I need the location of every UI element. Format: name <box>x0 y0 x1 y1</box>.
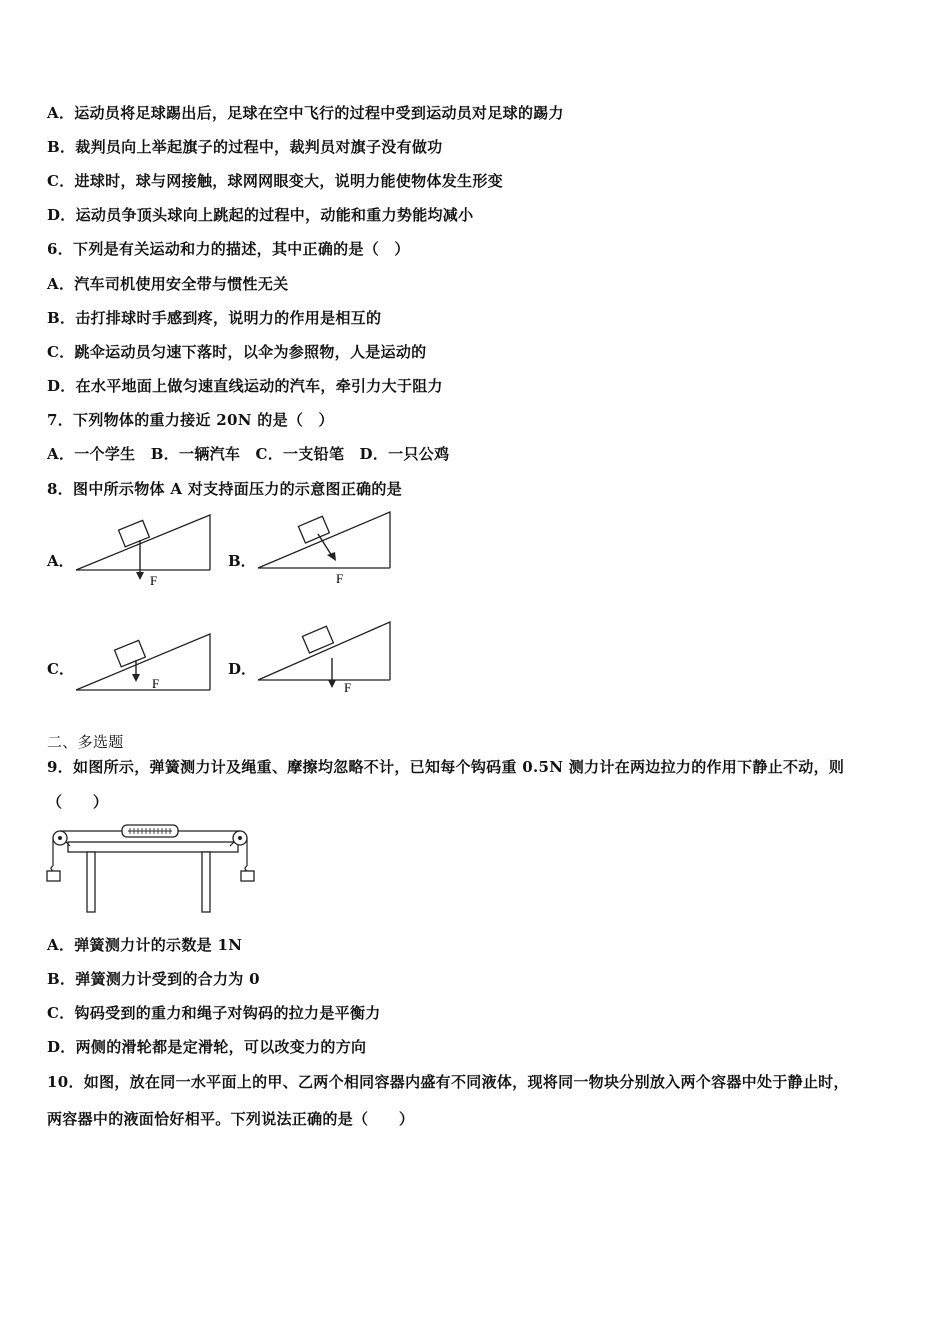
q9-option-d: D．两侧的滑轮都是定滑轮，可以改变力的方向 <box>47 1038 367 1056</box>
q7-stem: 7．下列物体的重力接近 20N 的是（ ） <box>47 411 334 429</box>
q8-stem: 8．图中所示物体 A 对支持面压力的示意图正确的是 <box>47 480 403 498</box>
spring-scale-table-figure <box>42 822 257 917</box>
q8-label-c: C． <box>47 660 74 678</box>
q7-options: A．一个学生 B．一辆汽车 C．一支铅笔 D．一只公鸡 <box>47 445 450 463</box>
force-label-a: F <box>150 573 158 588</box>
q5-option-d: D．运动员争顶头球向上跳起的过程中，动能和重力势能均减小 <box>47 206 474 224</box>
q9-option-c: C．钩码受到的重力和绳子对钩码的拉力是平衡力 <box>47 1004 381 1022</box>
force-label-b: F <box>336 571 344 586</box>
incline-figure-d <box>252 618 402 698</box>
q9-stem: 9．如图所示，弹簧测力计及绳重、摩擦均忽略不计，已知每个钩码重 0.5N 测力计在两边拉力的作用下静止不动，则 <box>47 758 845 776</box>
q9-option-b: B．弹簧测力计受到的合力为 0 <box>47 970 260 988</box>
q10-stem-line2: 两容器中的液面恰好相平。下列说法正确的是（ ） <box>47 1110 415 1128</box>
incline-figure-b <box>252 508 402 588</box>
q6-option-a: A．汽车司机使用安全带与惯性无关 <box>47 275 289 293</box>
q6-option-b: B．击打排球时手感到疼，说明力的作用是相互的 <box>47 309 382 327</box>
q8-label-b: B． <box>228 552 256 570</box>
incline-figure-a <box>70 510 220 590</box>
section-title-multiple-choice: 二、多选题 <box>47 733 124 751</box>
q5-option-b: B．裁判员向上举起旗子的过程中，裁判员对旗子没有做功 <box>47 138 443 156</box>
q10-stem-line1: 10．如图，放在同一水平面上的甲、乙两个相同容器内盛有不同液体，现将同一物块分别放入两个容器中处于静止时， <box>47 1073 849 1091</box>
force-label-d: F <box>344 680 352 695</box>
q6-option-d: D．在水平地面上做匀速直线运动的汽车，牵引力大于阻力 <box>47 377 443 395</box>
q9-paren: （ ） <box>47 793 109 811</box>
q6-stem: 6．下列是有关运动和力的描述，其中正确的是（ ） <box>47 240 410 258</box>
incline-figure-c <box>70 630 220 700</box>
q8-label-a: A． <box>47 552 74 570</box>
q8-label-d: D． <box>228 660 257 678</box>
q5-option-a: A．运动员将足球踢出后，足球在空中飞行的过程中受到运动员对足球的踢力 <box>47 104 564 122</box>
force-label-c: F <box>152 676 160 691</box>
q5-option-c: C．进球时，球与网接触，球网网眼变大，说明力能使物体发生形变 <box>47 172 503 190</box>
q6-option-c: C．跳伞运动员匀速下落时，以伞为参照物，人是运动的 <box>47 343 427 361</box>
q9-option-a: A．弹簧测力计的示数是 1N <box>47 936 243 954</box>
